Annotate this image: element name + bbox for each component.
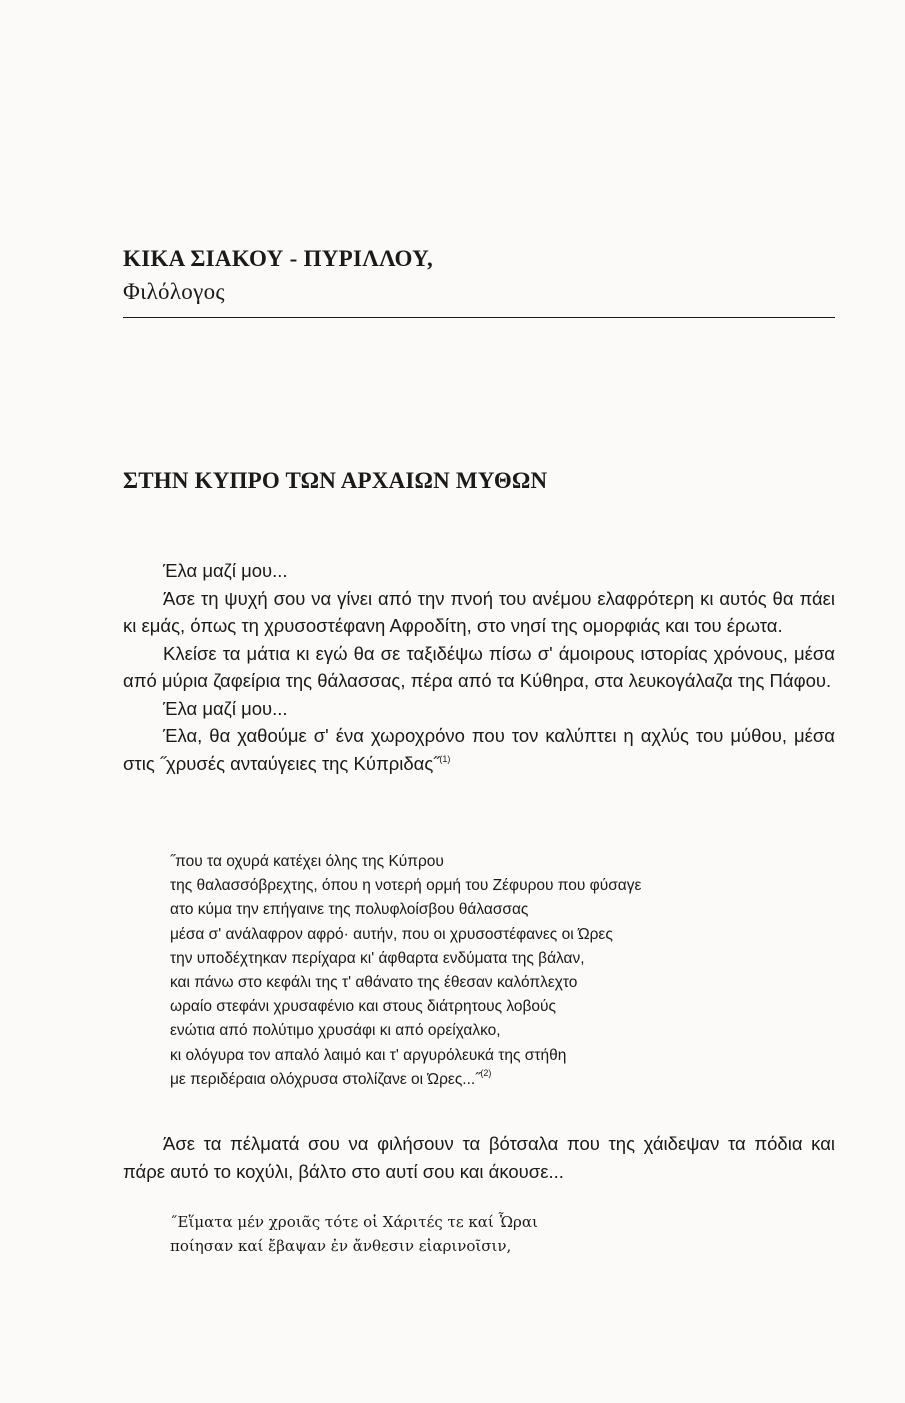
- poem-line: κι ολόγυρα τον απαλό λαιμό και τ' αργυρόλευκά της στήθη: [170, 1046, 567, 1064]
- footnote-ref-1: (1): [439, 753, 451, 764]
- author-block: [123, 242, 433, 308]
- paragraph: Κλείσε τα μάτια κι εγώ θα σε ταξιδέψω πίσω σ' άμοιρους ιστορίας χρόνους, μέσα από μύρια ζαφείρια της θάλασσας, πέρα από τα Κύθηρα, στα λευκογάλαζα της Πάφου.: [123, 642, 835, 691]
- poem-line-text: με περιδέραια ολόχρυσα στολίζανε οι Ώρες...˝: [170, 1070, 481, 1088]
- poem-line: την υποδέχτηκαν περίχαρα κι' άφθαρτα ενδύματα της βάλαν,: [170, 949, 585, 967]
- paragraph: Άσε τα πέλματά σου να φιλήσουν τα βότσαλα που της χάιδεψαν τα πόδια και πάρε αυτό το κοχύλι, βάλτο στο αυτί σου και άκουσε...: [123, 1133, 835, 1182]
- article-title: ΣΤΗΝ ΚΥΠΡΟ ΤΩΝ ΑΡΧΑΙΩΝ ΜΥΘΩΝ: [123, 468, 548, 493]
- paragraph: Άσε τη ψυχή σου να γίνει από την πνοή του ανέμου ελαφρότερη κι αυτός θα πάει κι εμάς, όπως τη χρυσοστέφανη Αφροδίτη, στο νησί της ομορφιάς και του έρωτα.: [123, 587, 835, 636]
- poem-line: ωραίο στεφάνι χρυσαφένιο και στους διάτρητους λοβούς: [170, 998, 557, 1016]
- poem-line: ατο κύμα την επήγαινε της πολυφλοίσβου θάλασσας: [170, 901, 529, 919]
- poem-line: ποίησαν καί ἔβαψαν ἐν ἄνθεσιν εἰαρινοῖσιν,: [170, 1237, 512, 1256]
- poem-line: ενώτια από πολύτιμο χρυσάφι κι από ορείχαλκο,: [170, 1022, 501, 1040]
- poem-line: μέσα σ' ανάλαφρον αφρό· αυτήν, που οι χρυσοστέφανες οι Ώρες: [170, 925, 613, 943]
- header-divider: [123, 317, 835, 318]
- poem-line: και πάνω στο κεφάλι της τ' αθάνατο της έθεσαν καλόπλεχτο: [170, 974, 578, 992]
- poem-quote-1: [170, 850, 810, 1092]
- poem-line: ˝Εἵματα μέν χροιᾶς τότε οἱ Χάριτές τε καί Ὧραι: [170, 1213, 538, 1231]
- poem-line: ˝που τα οχυρά κατέχει όλης της Κύπρου: [170, 853, 444, 870]
- paragraph-text: Έλα, θα χαθούμε σ' ένα χωροχρόνο που τον καλύπτει η αχλύς του μύθου, μέσα στις ˝χρυσές ανταύγειες της Κύπριδας˝: [123, 725, 835, 774]
- author-role: Φιλόλογος: [123, 279, 225, 304]
- author-name: ΚΙΚΑ ΣΙΑΚΟΥ - ΠΥΡΙΛΛΟΥ,: [123, 246, 433, 271]
- paragraph: Έλα μαζί μου...: [163, 560, 288, 581]
- paragraph: [123, 722, 835, 777]
- intro-prose: [123, 557, 835, 777]
- poem-line: της θαλασσόβρεχτης, όπου η νοτερή ορμή του Ζέφυρου που φύσαγε: [170, 877, 642, 895]
- footnote-ref-2: (2): [480, 1067, 492, 1078]
- poem-quote-2: [170, 1210, 810, 1258]
- second-prose: [123, 1130, 835, 1185]
- paragraph: Έλα μαζί μου...: [163, 697, 288, 719]
- poem-line: [170, 1068, 810, 1092]
